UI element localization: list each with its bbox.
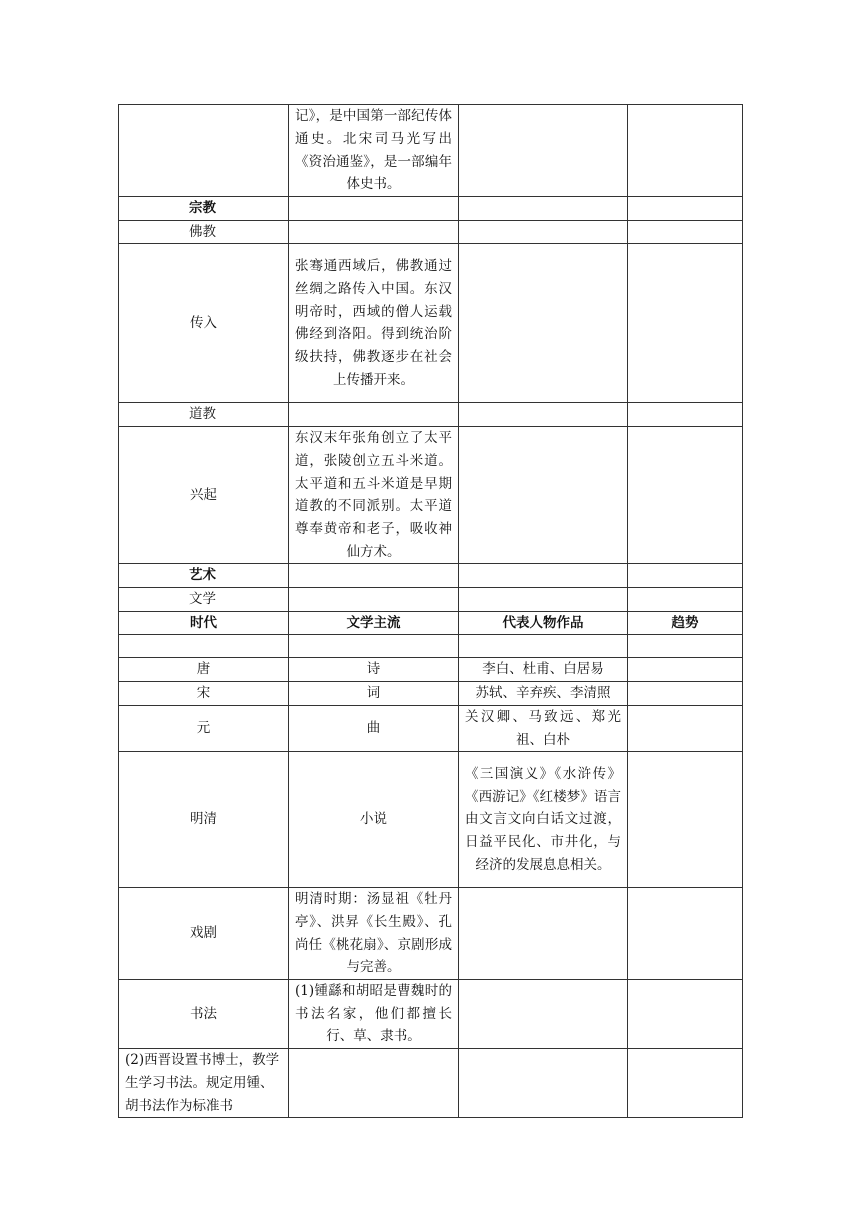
works-cell: 《三国演义》《水浒传》《西游记》《红楼梦》语言由文言文向白话文过渡，日益平民化、市井化，与经济的发展息息相关。 (459, 752, 628, 888)
empty-cell (459, 980, 628, 1049)
drama-label: 戏剧 (119, 888, 289, 980)
header-works: 代表人物作品 (459, 611, 628, 635)
table-row (119, 197, 743, 221)
works-cell: 苏轼、辛弃疾、李清照 (459, 682, 628, 706)
empty-cell (289, 1049, 459, 1118)
header-mainstream: 文学主流 (289, 611, 459, 635)
table-row (119, 635, 743, 658)
table-row (119, 980, 743, 1049)
empty-cell (628, 588, 743, 612)
empty-cell (628, 682, 743, 706)
art-label: 艺术 (119, 564, 289, 588)
table-row (119, 705, 743, 751)
calligraphy-text-2: (2)西晋设置书博士，教学生学习书法。规定用锺、胡书法作为标准书 (119, 1049, 289, 1118)
works-cell: 关汉卿、马致远、郑光祖、白朴 (459, 705, 628, 751)
empty-cell (628, 105, 743, 197)
empty-cell (459, 427, 628, 564)
table-row (119, 682, 743, 706)
empty-cell (289, 403, 459, 427)
form-cell: 诗 (289, 658, 459, 682)
table-row (119, 427, 743, 564)
table-header-row (119, 611, 743, 635)
empty-cell (289, 220, 459, 244)
empty-cell (459, 635, 628, 658)
table-row (119, 888, 743, 980)
empty-cell (628, 658, 743, 682)
table-row (119, 564, 743, 588)
era-cell: 元 (119, 705, 289, 751)
buddhism-label: 佛教 (119, 220, 289, 244)
form-cell: 曲 (289, 705, 459, 751)
empty-cell (459, 105, 628, 197)
empty-cell (628, 197, 743, 221)
empty-cell (459, 564, 628, 588)
form-cell: 小说 (289, 752, 459, 888)
empty-cell (459, 403, 628, 427)
empty-cell (628, 220, 743, 244)
header-era: 时代 (119, 611, 289, 635)
empty-cell (459, 244, 628, 403)
empty-cell (459, 220, 628, 244)
rise-label: 兴起 (119, 427, 289, 564)
era-cell: 明清 (119, 752, 289, 888)
empty-cell (459, 588, 628, 612)
drama-text: 明清时期：汤显祖《牡丹亭》、洪昇《长生殿》、孔尚任《桃花扇》、京剧形成与完善。 (289, 888, 459, 980)
era-cell: 唐 (119, 658, 289, 682)
literature-label: 文学 (119, 588, 289, 612)
empty-cell (119, 635, 289, 658)
table-row (119, 752, 743, 888)
era-cell: 宋 (119, 682, 289, 706)
empty-cell (628, 564, 743, 588)
table-row (119, 588, 743, 612)
empty-cell (459, 1049, 628, 1118)
table-row (119, 403, 743, 427)
empty-cell (289, 197, 459, 221)
taoism-rise-text: 东汉末年张角创立了太平道，张陵创立五斗米道。太平道和五斗米道是早期道教的不同派别。太平道尊奉黄帝和老子，吸收神仙方术。 (289, 427, 459, 564)
calligraphy-text: (1)锺繇和胡昭是曹魏时的书法名家，他们都擅长行、草、隶书。 (289, 980, 459, 1049)
empty-cell (289, 564, 459, 588)
table-row (119, 220, 743, 244)
shiji-text-cell: 记》，是中国第一部纪传体通史。北宋司马光写出《资治通鉴》，是一部编年体史书。 (289, 105, 459, 197)
works-cell: 李白、杜甫、白居易 (459, 658, 628, 682)
empty-cell (628, 888, 743, 980)
form-cell: 词 (289, 682, 459, 706)
empty-cell (628, 1049, 743, 1118)
empty-cell (628, 403, 743, 427)
history-culture-table (118, 104, 743, 1118)
empty-cell (628, 705, 743, 751)
calligraphy-label: 书法 (119, 980, 289, 1049)
empty-cell (459, 197, 628, 221)
introduction-label: 传入 (119, 244, 289, 403)
table-row (119, 1049, 743, 1118)
header-trend: 趋势 (628, 611, 743, 635)
table-row (119, 658, 743, 682)
religion-label: 宗教 (119, 197, 289, 221)
empty-cell (628, 244, 743, 403)
table-row (119, 105, 743, 197)
taoism-label: 道教 (119, 403, 289, 427)
empty-cell (289, 588, 459, 612)
buddhism-intro-text: 张骞通西域后，佛教通过丝绸之路传入中国。东汉明帝时，西域的僧人运载佛经到洛阳。得到统治阶级扶持，佛教逐步在社会上传播开来。 (289, 244, 459, 403)
empty-cell (119, 105, 289, 197)
empty-cell (628, 635, 743, 658)
empty-cell (628, 980, 743, 1049)
empty-cell (289, 635, 459, 658)
empty-cell (459, 888, 628, 980)
empty-cell (628, 752, 743, 888)
table-row (119, 244, 743, 403)
empty-cell (628, 427, 743, 564)
